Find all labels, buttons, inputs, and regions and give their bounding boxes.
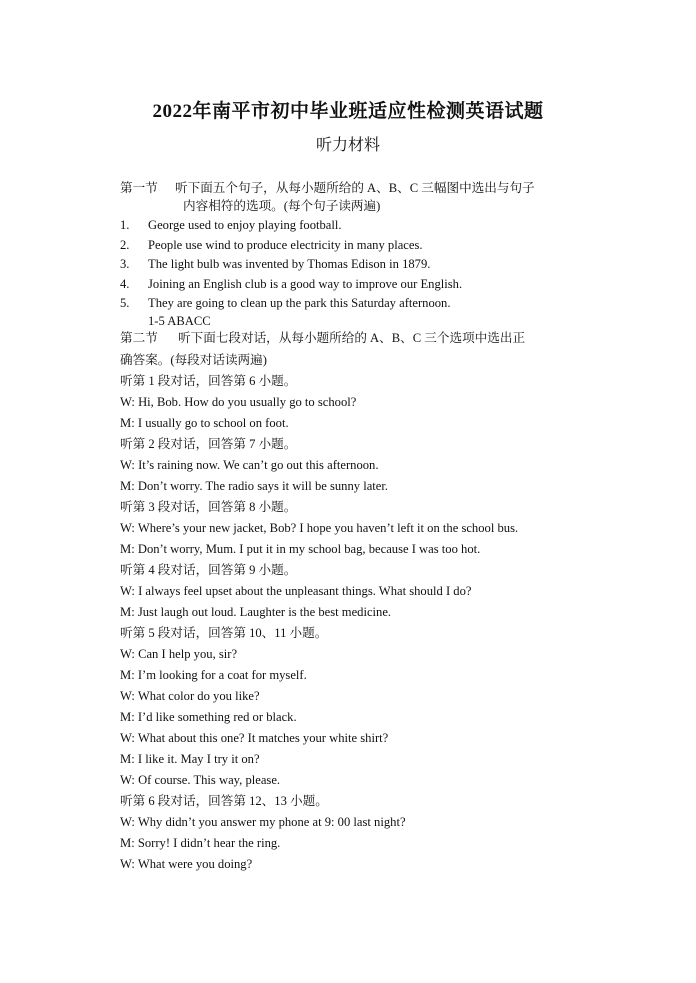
dialogue-line: 听第 3 段对话，回答第 8 小题。: [120, 500, 297, 514]
dialogue-line: W: Where’s your new jacket, Bob? I hope you haven’t left it on the school bus.: [120, 521, 519, 535]
sentence-number: 5.: [120, 296, 130, 310]
section-1-instruction: 听下面五个句子，从每小题所给的 A、B、C 三幅图中选出与句子: [175, 181, 535, 195]
section-1-heading: [120, 178, 590, 199]
section-1-instruction-cont: 内容相符的选项。(每个句子读两遍): [183, 199, 381, 213]
section-2-label: 第二节: [120, 331, 158, 345]
sentence-item: [120, 216, 590, 236]
section-2-lines: [120, 371, 590, 875]
dialogue-line: W: Why didn’t you answer my phone at 9: 00 last night?: [120, 815, 406, 829]
dialogue-line: W: Of course. This way, please.: [120, 773, 281, 787]
section-1-items: [120, 216, 590, 314]
sentence-text: People use wind to produce electricity in many places.: [148, 237, 423, 252]
dialogue-line: M: Don’t worry, Mum. I put it in my school bag, because I was too hot.: [120, 542, 481, 556]
sentence-text: Joining an English club is a good way to improve our English.: [148, 276, 463, 291]
dialogue-line: 听第 5 段对话，回答第 10、11 小题。: [120, 626, 328, 640]
dialogue-line: M: Don’t worry. The radio says it will be sunny later.: [120, 479, 389, 493]
sentence-number: 1.: [120, 218, 130, 232]
sentence-item: [120, 236, 590, 256]
page-subtitle: 听力材料: [315, 137, 380, 154]
section-2: [120, 327, 590, 875]
dialogue-line: 听第 4 段对话，回答第 9 小题。: [120, 563, 297, 577]
sentence-text: They are going to clean up the park this Saturday afternoon.: [148, 296, 451, 310]
dialogue-line: M: Sorry! I didn’t hear the ring.: [120, 836, 281, 850]
section-1-label: 第一节: [120, 181, 158, 195]
sentence-item: [120, 255, 590, 275]
dialogue-line: M: I like it. May I try it on?: [120, 752, 260, 766]
dialogue-line: W: What color do you like?: [120, 689, 260, 703]
sentence-number: 3.: [120, 257, 130, 271]
page-title: 2022年南平市初中毕业班适应性检测英语试题: [152, 101, 544, 122]
dialogue-line: M: I’m looking for a coat for myself.: [120, 668, 307, 682]
dialogue-line: M: I’d like something red or black.: [120, 710, 297, 724]
dialogue-line: 听第 2 段对话，回答第 7 小题。: [120, 437, 297, 451]
sentence-text: George used to enjoy playing football.: [148, 218, 342, 232]
dialogue-line: W: I always feel upset about the unpleasant things. What should I do?: [120, 584, 472, 598]
dialogue-line: M: I usually go to school on foot.: [120, 416, 289, 430]
section-2-instruction-cont: 确答案。(每段对话读两遍): [120, 353, 267, 367]
dialogue-line: W: Hi, Bob. How do you usually go to school?: [120, 395, 357, 409]
sentence-text: The light bulb was invented by Thomas Edison in 1879.: [148, 257, 431, 271]
section-2-heading: [120, 327, 590, 349]
sentence-number: 4.: [120, 276, 130, 291]
dialogue-line: W: What about this one? It matches your white shirt?: [120, 731, 389, 745]
sentence-item: [120, 294, 590, 314]
section-1: [120, 178, 590, 329]
sentence-item: [120, 275, 590, 295]
dialogue-line: W: It’s raining now. We can’t go out this afternoon.: [120, 458, 379, 472]
dialogue-line: 听第 1 段对话，回答第 6 小题。: [120, 374, 297, 388]
dialogue-line: M: Just laugh out loud. Laughter is the best medicine.: [120, 605, 392, 619]
section-1-answers: 1-5 ABACC: [148, 313, 211, 328]
dialogue-line: W: Can I help you, sir?: [120, 647, 238, 661]
sentence-number: 2.: [120, 237, 130, 252]
dialogue-line: W: What were you doing?: [120, 857, 253, 871]
dialogue-line: 听第 6 段对话，回答第 12、13 小题。: [120, 794, 328, 808]
section-2-instruction: 听下面七段对话，从每小题所给的 A、B、C 三个选项中选出正: [178, 331, 526, 345]
